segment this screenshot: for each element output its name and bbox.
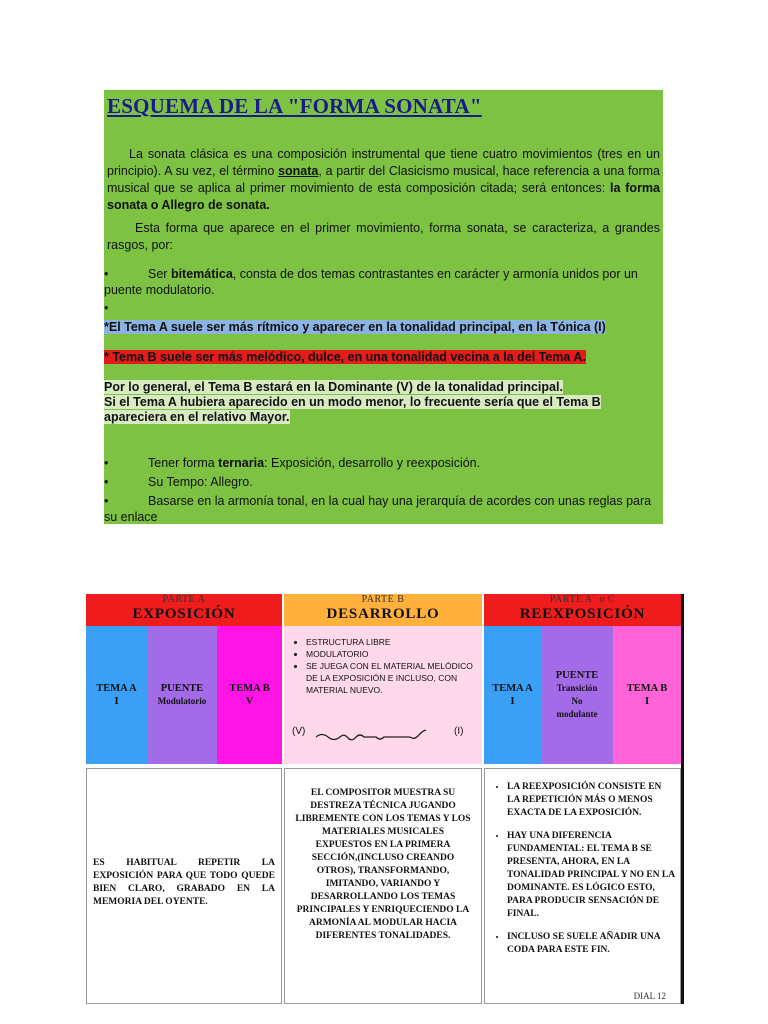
desarrollo-v-label: (V)	[292, 726, 306, 737]
desarrollo-list	[290, 636, 476, 696]
expo-tema-a: TEMA A I	[86, 626, 147, 764]
desarrollo-i-label: (I)	[454, 726, 464, 737]
bullet-bitematica: • Ser bitemática, consta de dos temas contrastantes en carácter y armonía unidos por un	[104, 267, 638, 281]
tema-a-line: *El Tema A suele ser más rítmico y aparecer en la tonalidad principal, en la Tónica (I)	[104, 320, 606, 334]
bullet-tempo: • Su Tempo: Allegro.	[104, 475, 253, 489]
header-exposicion: PARTE A EXPOSICIÓN	[86, 594, 282, 626]
intro-paragraph-2: Esta forma que aparece en el primer movimiento, forma sonata, se caracteriza, a grandes rasgos, por:	[107, 221, 660, 252]
bullet-empty: •	[104, 301, 109, 315]
expo-tema-b: TEMA B V	[217, 626, 282, 764]
header-desarrollo: PARTE B DESARROLLO	[284, 594, 482, 626]
list-item: • SE JUEGA CON EL MATERIAL MELÓDICO DE LA EXPOSICIÓN E INCLUSO, CON MATERIAL NUEVO.	[306, 660, 476, 696]
desarrollo-features	[284, 626, 482, 764]
reexpo-tema-b: TEMA B I	[613, 626, 681, 764]
reexpo-puente: PUENTE Transición No modulante	[541, 626, 613, 764]
sonata-form-table	[86, 594, 684, 1004]
list-item: • LA REEXPOSICIÓN CONSISTE EN LA REPETICIÓN MÁS O MENOS EXACTA DE LA EXPOSICIÓN.	[507, 781, 676, 820]
bullet-armonia-cont: su enlace	[104, 510, 158, 524]
table-right-edge	[681, 594, 684, 1004]
desarrollo-description: EL COMPOSITOR MUESTRA SU DESTREZA TÉCNICA JUGANDO LIBREMENTE CON LOS TEMAS Y LOS MATERIALES MUSICALES EXPUESTOS EN LA PRIMERA SECCIÓN,(INCLUSO CREANDO OTROS), TRANSFORMANDO, IMITANDO, VARIANDO Y DESARROLLANDO LOS TEMAS PRINCIPALES Y ENRIQUECIENDO LA ARMONÍA AL MODULAR HACIA DIFERENTES TONALIDADES.	[284, 768, 482, 1004]
reexpo-list	[489, 781, 676, 957]
tema-b-line: * Tema B suele ser más melódico, dulce, en una tonalidad vecina a la del Tema A.	[104, 350, 586, 364]
intro-paragraph-1: La sonata clásica es una composición instrumental que tiene cuatro movimientos (tres en un principio). A su vez, el término sonata, a partir del Clasicismo musical, hace referencia a una forma musical que se aplica al primer movimiento de esta composición citada; será entonces: la forma sonata o Allegro de sonata.	[107, 147, 660, 212]
list-item: • HAY UNA DIFERENCIA FUNDAMENTAL: EL TEMA B SE PRESENTA, AHORA, EN LA TONALIDAD PRINCIPAL Y NO EN LA DOMINANTE. ES LÓGICO ESTO, PARA PRODUCIR SENSACIÓN DE FINAL.	[507, 830, 676, 921]
expo-description: ES HABITUAL REPETIR LA EXPOSICIÓN PARA QUE TODO QUEDE BIEN CLARO, GRABADO EN LA MEMORIA DEL OYENTE.	[86, 768, 282, 1004]
dominante-line-1: Por lo general, el Tema B estará en la Dominante (V) de la tonalidad principal.	[104, 380, 563, 394]
expo-puente: PUENTE Modulatorio	[147, 626, 217, 764]
modulation-wave-icon	[314, 728, 444, 746]
reexpo-tema-a: TEMA A I	[484, 626, 541, 764]
header-reexposicion: PARTE A´ o C REEXPOSICIÓN	[484, 594, 681, 626]
list-item: • ESTRUCTURA LIBRE	[306, 636, 476, 648]
list-item: • MODULATORIO	[306, 648, 476, 660]
intro-box	[104, 90, 663, 524]
reexpo-description	[484, 768, 681, 1004]
bullet-armonia: • Basarse en la armonía tonal, en la cual hay una jerarquía de acordes con unas reglas para	[104, 494, 652, 508]
document-title: ESQUEMA DE LA "FORMA SONATA"	[107, 94, 482, 118]
bullet-bitematica-cont: puente modulatorio.	[104, 283, 215, 297]
dominante-line-2: Si el Tema A hubiera aparecido en un modo menor, lo frecuente sería que el Tema B	[104, 395, 601, 409]
footer-label: DIAL 12	[633, 991, 666, 1001]
bullet-ternaria: • Tener forma ternaria: Exposición, desarrollo y reexposición.	[104, 456, 481, 470]
list-item: • INCLUSO SE SUELE AÑADIR UNA CODA PARA ESTE FIN.	[507, 931, 676, 957]
dominante-line-3: apareciera en el relativo Mayor.	[104, 410, 290, 424]
